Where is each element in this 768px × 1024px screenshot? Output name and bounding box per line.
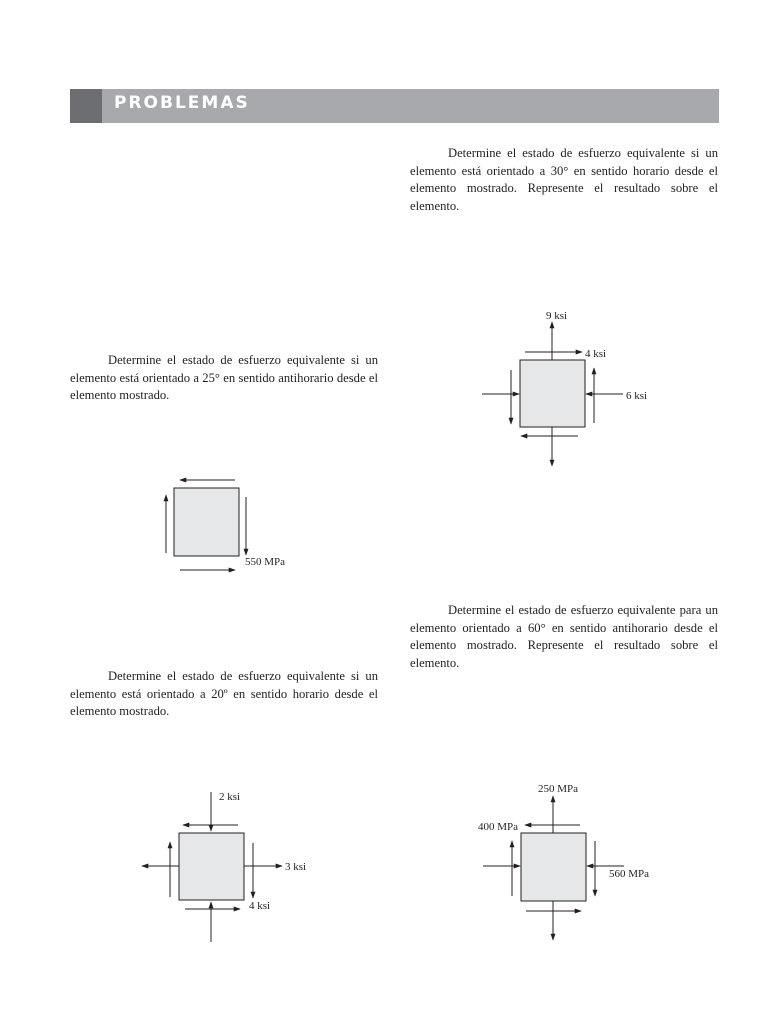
label-normal-x: 3 ksi [285, 861, 307, 873]
label-shear: 4 ksi [249, 900, 271, 912]
stress-element-figure-2 [150, 470, 310, 580]
problem-text-right-top: Determine el estado de esfuerzo equivalente si un elemento está orientado a 30° en sentido horario desde el elemento mostrado. Represente el resultado sobre el elemento. [410, 146, 718, 213]
stress-element-square [179, 833, 244, 900]
label-normal-y: 9 ksi [546, 310, 568, 322]
problem-text-right-bottom: Determine el estado de esfuerzo equivalente para un elemento orientado a 60° en sentido antihorario desde el elemento mostrado. Represente el resultado sobre el elemento. [410, 603, 718, 670]
stress-element-square [520, 360, 585, 427]
label-normal-y: 2 ksi [219, 791, 241, 803]
section-header [70, 89, 719, 123]
label-shear: 4 ksi [585, 348, 607, 360]
header-accent-block [70, 89, 102, 123]
stress-element-figure-3 [135, 785, 315, 945]
label-normal-x: 6 ksi [626, 390, 648, 402]
label-shear: 550 MPa [245, 556, 286, 568]
stress-element-square [521, 833, 586, 901]
problem-text-left-top: Determine el estado de esfuerzo equivalente si un elemento está orientado a 25° en sentido antihorario desde el elemento mostrado. [70, 353, 378, 402]
stress-element-figure-4 [470, 778, 660, 946]
label-normal-x: 560 MPa [609, 868, 650, 880]
stress-element-square [174, 488, 239, 556]
label-normal-y: 250 MPa [538, 783, 579, 795]
stress-element-figure-1 [470, 305, 660, 475]
section-title: PROBLEMAS [114, 93, 250, 113]
problem-text-left-bottom: Determine el estado de esfuerzo equivalente si un elemento está orientado a 20º en sentido horario desde el elemento mostrado. [70, 669, 378, 718]
problem-text-left-bottom-frame [70, 668, 378, 724]
label-shear: 400 MPa [478, 821, 519, 833]
